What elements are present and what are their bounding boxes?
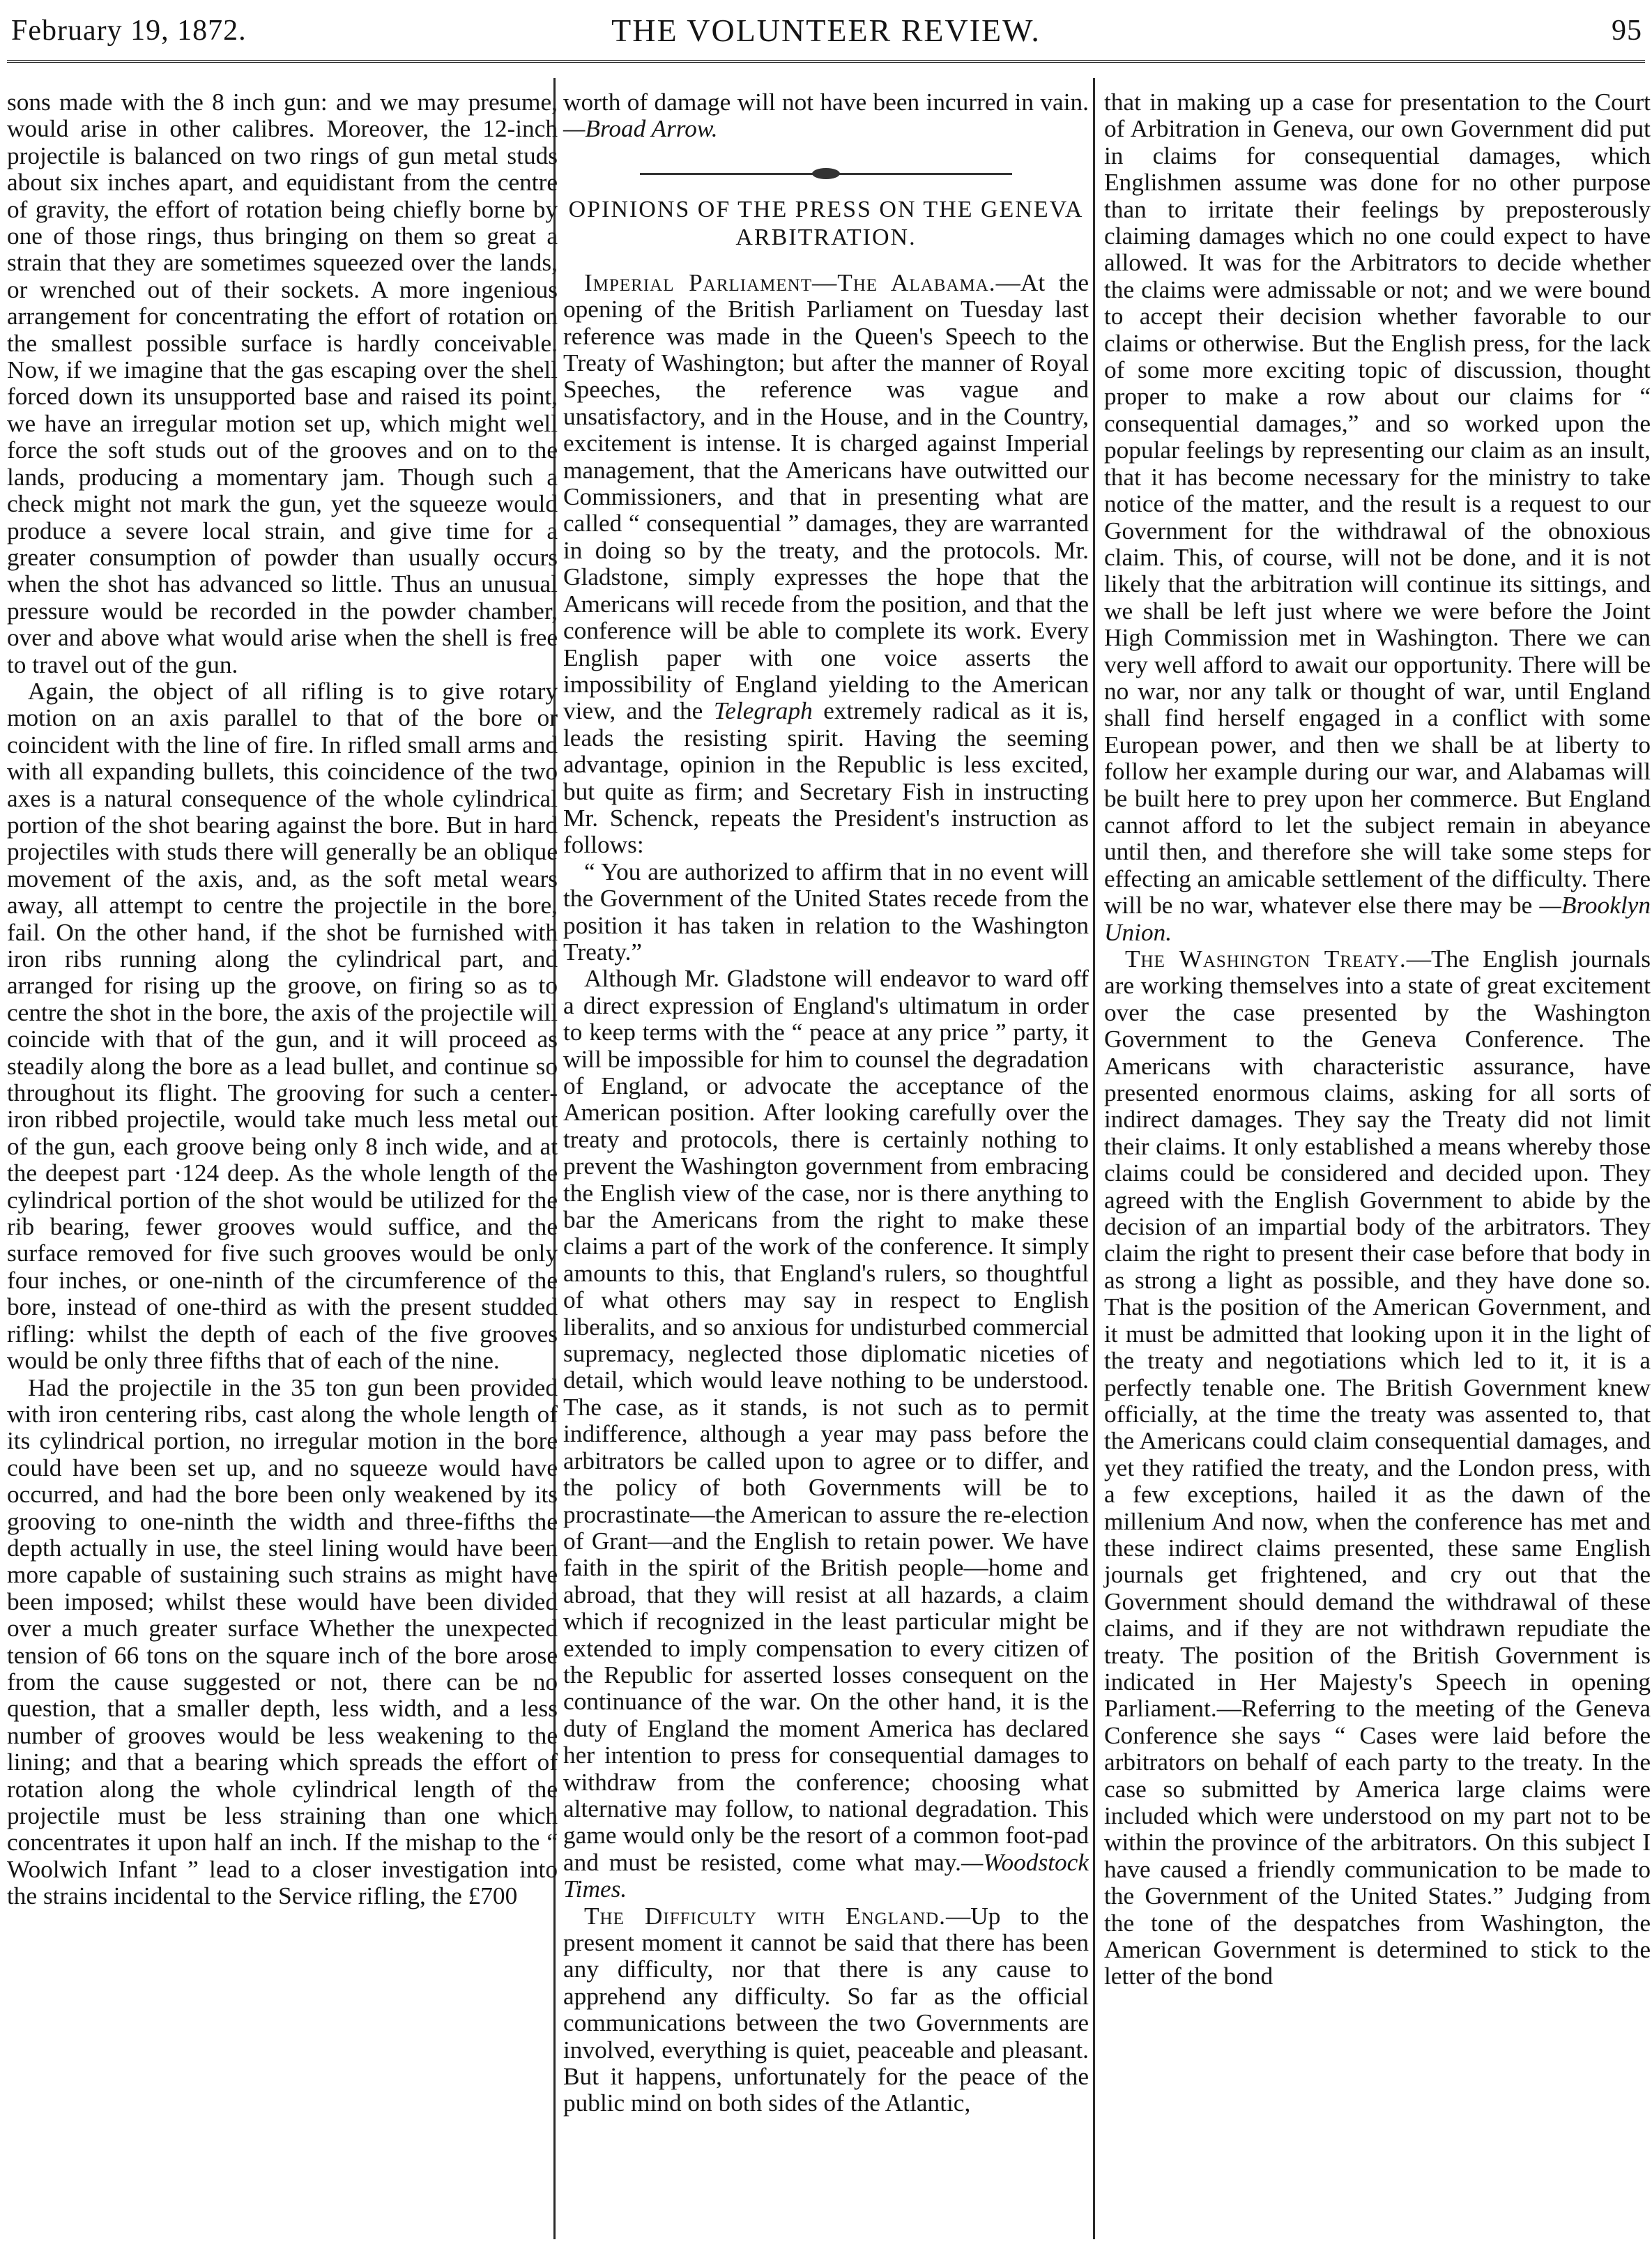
difficulty-paragraph <box>563 1903 1089 2117</box>
column-2 <box>556 89 1089 2235</box>
imperial-parliament-rest: extremely radical as it is, leads the resisting spirit. Having the seeming advantage, opinion in the Republic is less excited, but quite as firm; and Secretary Fish in instructing Mr. Schenck, repeats the President's instruction as follows: <box>563 697 1089 859</box>
brooklyn-source: —Brooklyn Union. <box>1104 892 1651 946</box>
washington-treaty-lead: The Washington Treaty. <box>1125 945 1407 973</box>
imperial-parliament-paragraph <box>563 270 1089 859</box>
rifling-paragraph-3: Had the projectile in the 35 ton gun been provided with iron centering ribs, cast along the whole length of its cylindrical portion, no irregular motion in the bore could have been set up, and no squeeze would have occurred, and had the bore been only weakened by its grooving to one-ninth the width and three-fifths the depth actually in use, the steel lining would have been more capable of sustaining such strains as might have been imposed; whilst these would have been divided over a much greater surface Whether the unexpected tension of 66 tons on the square inch of the bore arose from the cause suggested or not, there can be no question, that a smaller depth, less width, and a less number of grooves would be less weakening to the lining; and that a bearing which spreads the effort of rotation along the whole cylindrical length of the projectile must be less straining than one which concentrates it upon half an inch. If the mishap to the “ Woolwich Infant ” lead to a closer investigation into the strains incidental to the Service rifling, the £700 <box>7 1373 558 1910</box>
section-ornament <box>563 168 1089 179</box>
broad-arrow-text: worth of damage will not have been incurred in vain. <box>563 89 1089 116</box>
president-instruction-quote: “ You are authorized to affirm that in no event will the Government of the United States recede from the position it has taken in relation to the Washington Treaty.” <box>563 857 1089 966</box>
rifling-paragraph-2: Again, the object of all rifling is to give rotary motion on an axis parallel to that of the bore or coincident with the line of fire. In rifled small arms and with all expanding bullets, this coincidence of the two axes is a natural consequence of the whole cylindrical portion of the shot bearing against the bore. But in hard projectiles with studs there will generally be an oblique movement of the axis, and, as the soft metal wears away, all attempt to centre the projectile in the bore, fail. On the other hand, if the shot be furnished with iron ribs running along the cylindrical part, and arranged for rising up the groove, on firing so as to centre the shot in the bore, the axis of the projectile will coincide with that of the gun, and it will proceed as steadily along the bore as a lead bullet, and continue so throughout its flight. The grooving for such a center-iron ribbed projectile, would take much less metal out of the gun, each groove being only 8 inch wide, and at the deepest part ·124 deep. As the whole length of the cylindrical portion of the shot would be utilized for the rib bearing, fewer grooves would suffice, and the surface removed for five such grooves would be only four inches, or one-ninth of the circumference of the bore, instead of one-third as with the present studded rifling: whilst the depth of each of the five grooves would be only three fifths that of each of the nine. <box>7 677 558 1375</box>
column-divider-2 <box>1093 78 1095 2239</box>
issue-date: February 19, 1872. <box>11 15 247 47</box>
gladstone-text: Although Mr. Gladstone will endeavor to ward off a direct expression of England's ultimatum in order to keep terms with the “ peace at any price ” party, it will be impossible for him to counsel the degradation of England, or advocate the acceptance of the American position. After looking carefully over the treaty and protocols, there is certainly nothing to prevent the Washington government from embracing the English view of the case, nor is there anything to bar the Americans from the right to make these claims a part of the work of the conference. It simply amounts to this, that England's rulers, so thoughtful of what others may say in respect to English liberalits, and so anxious for undisturbed commercial supremacy, neglected those diplomatic niceties of detail, which would leave nothing to be understood. The case, as it stands, is not such as to permit indifference, although a year may pass before the arbitrators be called upon to agree or to differ, and the policy of both Governments will be to procrastinate—the American to assure the re-election of Grant—and the English to retain power. We have faith in the spirit of the British people—home and abroad, that they will resist at all hazards, a claim which if recognized in the least particular might be extended to imply compensation to every citizen of the Republic for asserted losses consequent on the continuance of the war. On the other hand, it is the duty of England the moment America has declared her intention to press for consequential damages to withdraw from the conference; choosing what alternative may follow, to national degradation. This game would only be the resort of a common foot-pad and must be resisted, come what may. <box>563 965 1089 1876</box>
column-3 <box>1097 89 1651 2235</box>
imperial-parliament-lead: Imperial Parliament—The Alabama. <box>584 268 996 296</box>
page-number: 95 <box>1612 15 1642 47</box>
publication-title: THE VOLUNTEER REVIEW. <box>611 13 1041 48</box>
page-header <box>7 6 1645 66</box>
header-rule <box>7 60 1645 63</box>
section-heading: OPINIONS OF THE PRESS ON THE GENEVA ARBITRATION. <box>568 196 1084 250</box>
telegraph-name: Telegraph <box>713 697 813 725</box>
rifling-paragraph-1: sons made with the 8 inch gun: and we may presume, would arise in other calibres. Moreover, the 12-inch projectile is balanced on two rings of gun metal studs about six inches apart, and equidistant from the centre of gravity, the effort of rotation being chiefly borne by one of those rings, thus bringing on them so great a strain that they are sometimes squeezed over the lands, or wrenched out of their sockets. A more ingenious arrangement for concentrating the effort of rotation on the smallest possible surface is hardly conceivable. Now, if we imagine that the gas escaping over the shell forced down its unsupported base and raised its point, we have an irregular motion set up, which might well force the soft studs out of the grooves and on to the lands, producing a momentary jam. Though such a check might not mark the gun, yet the squeeze would produce a severe local strain, and give time for a greater consumption of powder than usually occurs when the shot has advanced so little. Thus an unusual pressure would be recorded in the powder chamber, over and above what would arise when the shell is free to travel out of the gun. <box>7 89 558 678</box>
gladstone-paragraph <box>563 966 1089 1903</box>
column-1 <box>7 89 558 2235</box>
difficulty-continued-text: that in making up a case for presentation to the Court of Arbitration in Geneva, our own Government did put in claims for consequential damages, which Englishmen assume was done for no other purpose than to irritate their feelings by preposterously claiming damages which no one could expect to have allowed. It was for the Arbitrators to decide whether the claims were admissable or not; and we were bound to accept their decision whether favorable to our claims or otherwise. But the English press, for the lack of some more exciting topic of discussion, thought proper to make a row about our claims for “ consequential damages,” and so worked upon the popular feelings by representing our claim as an insult, that it has become necessary for the ministry to take notice of the matter, and the result is a request to our Government for the withdrawal of the obnoxious claim. This, of course, will not be done, and it is not likely that the arbitration will continue its sittings, and we shall be left just where we were before the Joint High Commission met in Washington. There we can very well afford to await our opportunity. There will be no war, nor any talk or thought of war, until England shall find herself engaged in a conflict with some European power, and then we shall be at liberty to follow her example during our war, and Alabamas will be built here to prey upon her commerce. But England cannot afford to let the subject remain in abeyance until then, and therefore she will take some steps for effecting an amicable settlement of the difficulty. There will be no war, whatever else there may be <box>1104 89 1651 920</box>
washington-treaty-paragraph <box>1104 946 1651 1990</box>
difficulty-text: —Up to the present moment it cannot be said that there has been any difficulty, nor that there is any cause to apprehend any difficulty. So far as the official communications between the two Governments are involved, everything is quiet, peaceable and pleasant. But it happens, unfortunately for the peace of the public mind on both sides of the Atlantic, <box>563 1902 1089 2117</box>
broad-arrow-source: —Broad Arrow. <box>563 115 718 143</box>
broad-arrow-ending <box>563 89 1089 143</box>
washington-treaty-text: —The English journals are working themselves into a state of great excitement over the case presented by the Washington Government to the Geneva Conference. The Americans with characteristic assurance, have presented enormous claims, asking for all sorts of indirect damages. They say the Treaty did not limit their claims. It only established a means whereby those claims could be considered and decided upon. They agreed with the English Government to abide by the decision of an impartial body of the arbitrators. They claim the right to present their case before that body in as strong a light as possible, and they have done so. That is the position of the American Government, and it must be admitted that looking upon it in the light of the treaty and negotiations which led to it, it is a perfectly tenable one. The British Government knew officially, at the time the treaty was assented to, that the Americans could claim consequential damages, and yet they ratified the treaty, and the London press, with a few exceptions, hailed it as the dawn of the millenium And now, when the conference has met and these indirect claims presented, these same English journals get frightened, and cry out that the Government should demand the withdrawal of these claims, and if they are not withdrawn repudiate the treaty. The position of the British Government is indicated in Her Majesty's Speech in opening Parliament.—Referring to the meeting of the Geneva Conference she says “ Cases were laid before the arbitrators on behalf of each party to the treaty. In the case so submitted by America large claims were included which were understood on my part not to be within the province of the arbitrators. On this subject I have caused a friendly communication to be made to the Government of the United States.” Judging from the tone of the despatches from Washington, the American Government is determined to stick to the letter of the bond <box>1104 945 1651 1990</box>
difficulty-continued <box>1104 89 1651 946</box>
woodstock-source: —Woodstock Times. <box>563 1848 1089 1903</box>
imperial-parliament-text: —At the opening of the British Parliament on Tuesday last reference was made in the Queen's Speech to the Treaty of Washington; but after the manner of Royal Speeches, the reference was vague and unsatisfactory, and in the House, and in the Country, excitement is intense. It is charged against Imperial management, that the Americans have outwitted our Commissioners, and that in presenting what are called “ consequential ” damages, they are warranted in doing so by the treaty, and the protocols. Mr. Gladstone, simply expresses the hope that the Americans will recede from the position, and that the conference will be able to complete its work. Every English paper with one voice asserts the impossibility of England yielding to the American view, and the <box>563 268 1089 725</box>
difficulty-lead: The Difficulty with England. <box>584 1902 946 1930</box>
